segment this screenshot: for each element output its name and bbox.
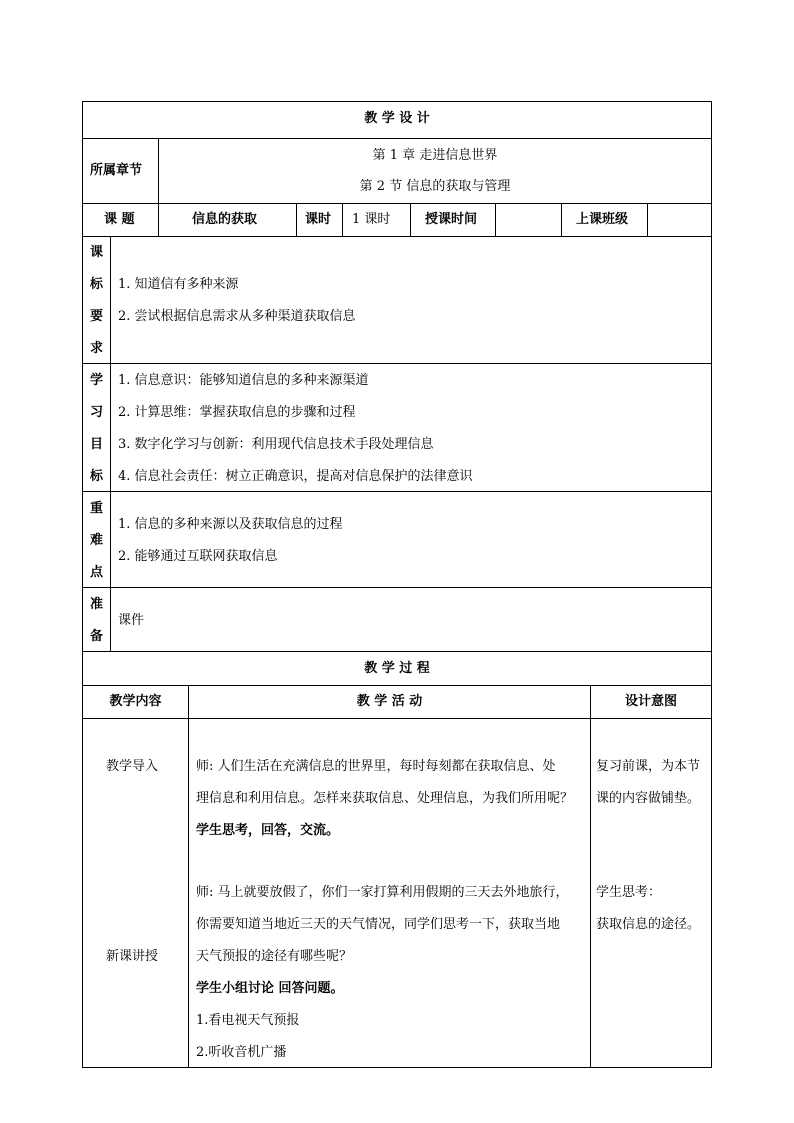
intro-intent-line: 课的内容做铺垫。 [596,791,701,806]
new-lesson-intent-line: 学生思考： [596,885,662,900]
objective-item: 2. 计算思维：掌握获取信息的步骤和过程 [118,405,356,420]
objective-item: 4. 信息社会责任：树立正确意识，提高对信息保护的法律意识 [118,469,473,484]
intro-intent-line: 复习前课，为本节 [596,759,701,774]
new-lesson-content: 新课讲授 [106,949,159,964]
intro-activity-line: 理信息和利用信息。怎样来获取信息、处理信息，为我们所用呢？ [196,791,574,806]
preparation-label-char: 准 [90,597,104,612]
section-line: 第 2 节 信息的获取与管理 [359,179,511,194]
objectives-label-char: 标 [90,469,104,484]
topic-value: 信息的获取 [192,212,258,227]
new-lesson-activity-bold: 学生小组讨论 回答问题。 [196,981,344,996]
keypoints-label-char: 点 [90,565,104,580]
curriculum-item: 1. 知道信有多种来源 [118,277,239,292]
preparation-value: 课件 [118,613,145,628]
objective-item: 1. 信息意识：能够知道信息的多种来源渠道 [118,373,369,388]
chapter-line: 第 1 章 走进信息世界 [372,148,498,163]
class-label: 上课班级 [576,212,629,227]
new-lesson-list-item: 1.看电视天气预报 [196,1013,300,1028]
chapter-label: 所属章节 [90,163,143,178]
objectives-label-char: 习 [90,405,104,420]
curriculum-label-char: 课 [90,245,104,260]
document-title: 教 学 设 计 [364,111,430,126]
keypoint-item: 2. 能够通过互联网获取信息 [118,549,278,564]
curriculum-label-char: 标 [90,277,104,292]
hours-value: 1 课时 [352,212,391,227]
intro-activity-line: 师: 人们生活在充满信息的世界里，每时每刻都在获取信息、处 [196,759,556,774]
process-header-activity: 教 学 活 动 [356,694,423,709]
keypoints-label-char: 难 [90,533,104,548]
hours-label: 课时 [305,212,332,227]
curriculum-item: 2. 尝试根据信息需求从多种渠道获取信息 [118,309,356,324]
topic-label: 课 题 [104,212,135,227]
curriculum-label-char: 要 [90,309,104,324]
process-header-intent: 设计意图 [624,694,677,709]
objectives-label-char: 目 [90,437,104,452]
new-lesson-activity-line: 你需要知道当地近三天的天气情况，同学们思考一下，获取当地 [196,917,561,932]
curriculum-label-char: 求 [90,341,104,356]
new-lesson-intent-line: 获取信息的途径。 [596,917,701,932]
intro-content: 教学导入 [106,759,159,774]
new-lesson-activity-line: 天气预报的途径有哪些呢？ [196,949,353,964]
process-header-content: 教学内容 [109,694,162,709]
keypoints-label-char: 重 [90,501,104,516]
preparation-label-char: 备 [90,629,104,644]
new-lesson-list-item: 2.听收音机广播 [196,1045,287,1060]
intro-activity-bold: 学生思考，回答，交流。 [196,823,340,838]
keypoint-item: 1. 信息的多种来源以及获取信息的过程 [118,517,343,532]
new-lesson-activity-line: 师: 马上就要放假了，你们一家打算利用假期的三天去外地旅行， [196,885,569,900]
time-label: 授课时间 [425,212,478,227]
objective-item: 3. 数字化学习与创新：利用现代信息技术手段处理信息 [118,437,434,452]
objectives-label-char: 学 [90,373,104,388]
process-title: 教 学 过 程 [364,661,430,676]
